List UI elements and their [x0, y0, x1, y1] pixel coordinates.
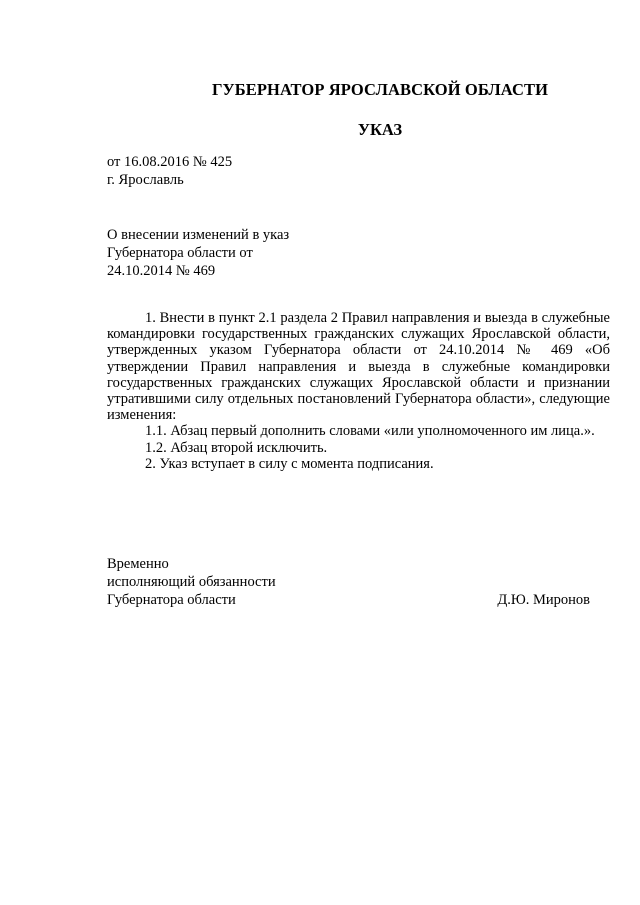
subject-line: О внесении изменений в указ — [107, 227, 290, 243]
issuing-authority: ГУБЕРНАТОР ЯРОСЛАВСКОЙ ОБЛАСТИ — [211, 80, 549, 99]
body-paragraph-1-2: 1.2. Абзац второй исключить. — [145, 439, 328, 456]
document-type: УКАЗ — [357, 120, 403, 139]
document-body — [107, 310, 610, 472]
document-place: г. Ярославль — [107, 172, 184, 188]
document-date-number: от 16.08.2016 № 425 — [107, 154, 233, 170]
document-subject — [107, 226, 289, 280]
body-paragraph-1-1: 1.1. Абзац первый дополнить словами «или уполномоченного им лица.». — [145, 423, 595, 440]
signatory-position: Губернатора области — [107, 592, 236, 608]
signatory-name: Д.Ю. Миронов — [497, 592, 590, 608]
signatory-title-line-1: Временно — [107, 556, 169, 572]
subject-line: 24.10.2014 № 469 — [107, 263, 216, 279]
body-paragraph-2: 2. Указ вступает в силу с момента подписания. — [145, 455, 434, 472]
document-meta — [107, 153, 232, 189]
subject-line: Губернатора области от — [107, 245, 253, 261]
signatory-title-line-2: исполняющий обязанности — [107, 574, 276, 590]
signatory-row — [107, 591, 590, 609]
signature-block — [107, 555, 590, 609]
body-paragraph-1: 1. Внести в пункт 2.1 раздела 2 Правил направления и выезда в служебные командировки государственных гражданских служащих Ярославской области, утвержденных указом Губернатора области от 24.10.2014 № 469 «Об утверждении Правил направления и выезда в служебные командировки государственных гражданских служащих Ярославской области и признании утратившими силу отдельных постановлений Губернатора области», следующие изменения: — [107, 310, 610, 424]
